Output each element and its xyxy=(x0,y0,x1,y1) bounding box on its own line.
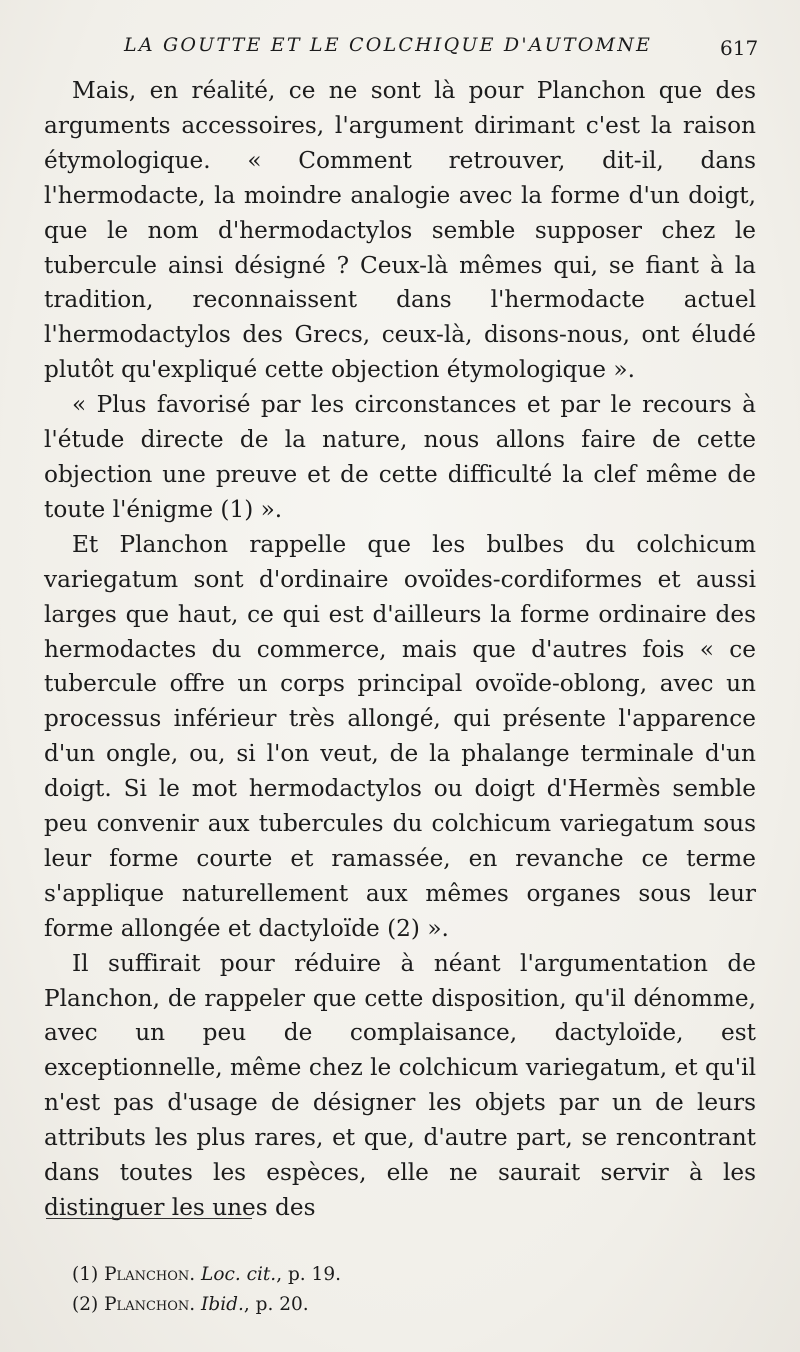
footnote-author: Planchon. xyxy=(104,1264,196,1285)
footnote xyxy=(72,1290,341,1320)
footnote xyxy=(72,1260,341,1290)
footnotes xyxy=(72,1260,341,1320)
footnote-separator xyxy=(46,1218,252,1219)
footnote-pages: , p. 20. xyxy=(243,1294,309,1315)
paragraph: « Plus favorisé par les circonstances et par le recours à l'étude directe de la nature, nous allons faire de cette objection une preuve et de cette difficulté la clef même de toute l'énigme (1) ». xyxy=(44,391,756,523)
footnote-marker: (2) xyxy=(72,1294,99,1315)
paragraph: Il suffirait pour réduire à néant l'argumentation de Planchon, de rappeler que cette disposition, qu'il dénomme, avec un peu de complaisance, dactyloïde, est exceptionnelle, même chez le colchicum variegatum, et qu'il n'est pas d'usage de désigner les objets par un de leurs attributs les plus rares, et que, d'autre part, se rencontrant dans toutes les espèces, elle ne saurait servir à les distinguer les unes des xyxy=(44,949,756,1221)
running-title: LA GOUTTE ET LE COLCHIQUE D'AUTOMNE xyxy=(124,34,653,56)
footnote-work: Ibid. xyxy=(201,1294,244,1315)
paragraph: Mais, en réalité, ce ne sont là pour Planchon que des arguments accessoires, l'argument dirimant c'est la raison étymologique. « Comment retrouver, dit-il, dans l'hermodacte, la moindre analogie avec la forme d'un doigt, que le nom d'hermodactylos semble supposer chez le tubercule ainsi désigné ? Ceux-là mêmes qui, se fiant à la tradition, reconnaissent dans l'hermodacte actuel l'hermodactylos des Grecs, ceux-là, disons-nous, ont éludé plutôt qu'expliqué cette objection étymologique ». xyxy=(44,77,756,384)
footnote-marker: (1) xyxy=(72,1264,99,1285)
page-header xyxy=(0,34,800,64)
footnote-pages: , p. 19. xyxy=(276,1264,341,1285)
main-text xyxy=(44,74,756,1226)
page-number: 617 xyxy=(720,36,759,60)
footnote-work: Loc. cit. xyxy=(201,1264,277,1285)
footnote-author: Planchon. xyxy=(104,1294,196,1315)
paragraph: Et Planchon rappelle que les bulbes du colchicum variegatum sont d'ordinaire ovoïdes-cordiformes et aussi larges que haut, ce qui est d'ailleurs la forme ordinaire des hermodactes du commerce, mais que d'autres fois « ce tubercule offre un corps principal ovoïde-oblong, avec un processus inférieur très allongé, qui présente l'apparence d'un ongle, ou, si l'on veut, de la phalange terminale d'un doigt. Si le mot hermodactylos ou doigt d'Hermès semble peu convenir aux tubercules du colchicum variegatum sous leur forme courte et ramassée, en revanche ce terme s'applique naturellement aux mêmes organes sous leur forme allongée et dactyloïde (2) ». xyxy=(44,530,756,942)
